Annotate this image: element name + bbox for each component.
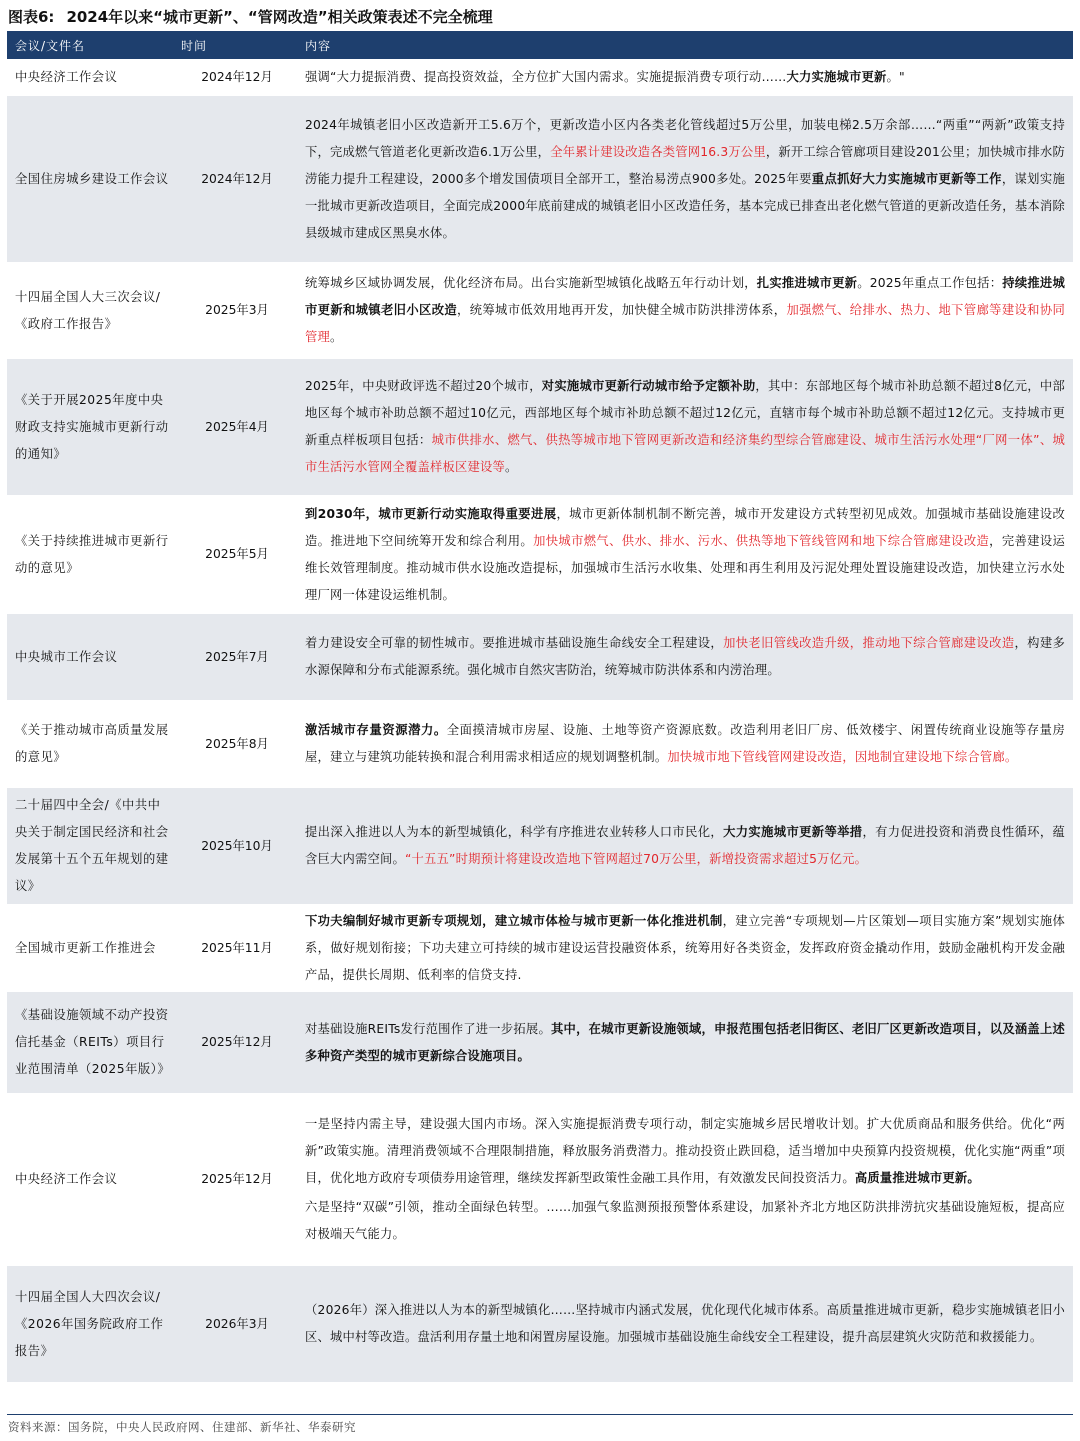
highlight-red-text: 加快城市地下管线管网建设改造，因地制宜建设地下综合管廊。 <box>667 750 1018 764</box>
content-cell <box>297 787 1073 905</box>
date-cell: 2024年12月 <box>177 60 297 95</box>
highlight-red-text: 全年累计建设改造各类管网16.3万公里 <box>550 144 766 159</box>
table-bottom-rule <box>7 1414 1073 1415</box>
bold-text: 下功夫编制好城市更新专项规划，建立城市体检与城市更新一体化推进机制 <box>305 913 723 928</box>
meeting-cell: 十四届全国人大三次会议/《政府工作报告》 <box>7 263 177 358</box>
content-text: 2025年，中央财政评选不超过20个城市， <box>305 379 542 393</box>
content-text: ，城市更新体制机制不断完善，城市开发建设方式转型初见成效。加强城市基础设施建设改造。推进地下空间统筹开发和综合利用。 <box>305 506 1065 548</box>
content-cell <box>297 613 1073 701</box>
date-cell: 2025年3月 <box>177 263 297 358</box>
content-cell <box>297 701 1073 787</box>
table-row <box>7 905 1073 991</box>
content-paragraph <box>305 717 1065 771</box>
figure-title-text: 2024年以来“城市更新”、“管网改造”相关政策表述不完全梳理 <box>66 8 493 26</box>
content-paragraph <box>305 1297 1065 1351</box>
table-row <box>7 358 1073 496</box>
bold-text: 大力实施城市更新 <box>786 70 887 84</box>
header-date: 时间 <box>177 31 297 60</box>
content-cell <box>297 496 1073 613</box>
content-cell <box>297 358 1073 496</box>
date-cell: 2025年4月 <box>177 358 297 496</box>
meeting-cell: 《基础设施领域不动产投资信托基金（REITs）项目行业范围清单（2025年版）》 <box>7 991 177 1094</box>
content-text: 全面摸清城市房屋、设施、土地等资产资源底数。改造利用老旧厂房、低效楼宇、闲置传统商业设施等存量房屋，建立与建筑功能转换和混合利用需求相适应的规划调整机制。 <box>305 723 1066 764</box>
content-text: 2024年城镇老旧小区改造新开工5.6万个，更新改造小区内各类老化管线超过5万公里，加装电梯2.5万余部……“两重”“两新”政策支持下，完成燃气管道老化更新改造6.1万公里， <box>305 117 1065 159</box>
bold-text: 大力实施城市更新等举措 <box>723 825 863 839</box>
meeting-cell: 全国住房城乡建设工作会议 <box>7 95 177 263</box>
date-cell: 2024年12月 <box>177 95 297 263</box>
date-cell: 2025年12月 <box>177 991 297 1094</box>
content-paragraph <box>305 270 1065 351</box>
date-cell: 2025年11月 <box>177 905 297 991</box>
date-cell: 2025年8月 <box>177 701 297 787</box>
content-paragraph <box>305 819 1065 873</box>
highlight-red-text: “十五五”时期预计将建设改造地下管网超过70万公里，新增投资需求超过5万亿元。 <box>404 852 868 866</box>
content-text: 六是坚持“双碳”引领，推动全面绿色转型。……加强气象监测预报预警体系建设，加紧补齐北方地区防洪排涝抗灾基础设施短板，提高应对极端天气能力。 <box>305 1200 1065 1241</box>
meeting-cell: 《关于开展2025年度中央财政支持实施城市更新行动的通知》 <box>7 358 177 496</box>
content-text: 提出深入推进以人为本的新型城镇化，科学有序推进农业转移人口市民化， <box>305 825 724 839</box>
table-header <box>7 31 1073 60</box>
table-row <box>7 1094 1073 1265</box>
content-paragraph <box>305 112 1065 247</box>
highlight-red-text: 城市供排水、燃气、供热等城市地下管网更新改造和经济集约型综合管廊建设、城市生活污水处理“厂网一体”、城市生活污水管网全覆盖样板区建设等 <box>305 433 1065 474</box>
table-row <box>7 95 1073 263</box>
content-text: 。2025年重点工作包括： <box>857 276 1003 290</box>
content-text: 强调“大力提振消费、提高投资效益，全方位扩大国内需求。实施提振消费专项行动…… <box>305 70 787 84</box>
table-row <box>7 701 1073 787</box>
content-cell <box>297 1265 1073 1382</box>
table-row <box>7 787 1073 905</box>
table-row <box>7 991 1073 1094</box>
content-paragraph <box>305 1194 1065 1248</box>
figure-label: 图表6: <box>8 8 55 26</box>
content-paragraph <box>305 501 1065 609</box>
content-text: ，其中：东部地区每个城市补助总额不超过8亿元，中部地区每个城市补助总额不超过10亿元，西部地区每个城市补助总额不超过12亿元，直辖市每个城市补助总额不超过12亿元。支持城市更新重点样板项目包括： <box>305 379 1065 447</box>
content-paragraph <box>305 64 1065 91</box>
content-text: 。 <box>504 460 518 474</box>
table-body <box>7 60 1073 1382</box>
date-cell: 2026年3月 <box>177 1265 297 1382</box>
content-text: 一是坚持内需主导，建设强大国内市场。深入实施提振消费专项行动，制定实施城乡居民增收计划。扩大优质商品和服务供给。优化“两新”政策实施。清理消费领域不合理限制措施，释放服务消费潜力。推动投资止跌回稳，适当增加中央预算内投资规模，优化实施“两重”项目，优化地方政府专项债券用途管理，继续发挥新型政策性金融工具作用，有效激发民间投资活力。 <box>305 1117 1065 1185</box>
content-paragraph <box>305 373 1065 481</box>
meeting-cell: 《关于推动城市高质量发展的意见》 <box>7 701 177 787</box>
bold-text: 到2030年，城市更新行动实施取得重要进展 <box>305 506 557 521</box>
header-content: 内容 <box>297 31 1073 60</box>
meeting-cell: 中央城市工作会议 <box>7 613 177 701</box>
bold-text: 重点抓好大力实施城市更新等工作 <box>811 171 1002 186</box>
table-row <box>7 1265 1073 1382</box>
content-paragraph <box>305 630 1065 684</box>
content-cell <box>297 991 1073 1094</box>
table-row <box>7 263 1073 358</box>
meeting-cell: 中央经济工作会议 <box>7 1094 177 1265</box>
meeting-cell: 全国城市更新工作推进会 <box>7 905 177 991</box>
date-cell: 2025年10月 <box>177 787 297 905</box>
highlight-red-text: 加快城市燃气、供水、排水、污水、供热等地下管线管网和地下综合管廊建设改造 <box>533 533 990 548</box>
content-cell <box>297 60 1073 95</box>
table-row <box>7 613 1073 701</box>
content-text: 统筹城乡区域协调发展，优化经济布局。出台实施新型城镇化战略五年行动计划， <box>305 276 757 290</box>
content-text: 对基础设施REITs发行范围作了进一步拓展。 <box>305 1021 551 1036</box>
header-meeting: 会议/文件名 <box>7 31 177 60</box>
meeting-cell: 十四届全国人大四次会议/《2026年国务院政府工作报告》 <box>7 1265 177 1382</box>
content-text: 着力建设安全可靠的韧性城市。要推进城市基础设施生命线安全工程建设， <box>305 636 724 650</box>
source-note: 资料来源：国务院，中央人民政府网、住建部、新华社、华泰研究 <box>8 1420 356 1434</box>
bold-text: 其中，在城市更新设施领域，申报范围包括老旧街区、老旧厂区更新改造项目，以及涵盖上述多种资产类型的城市更新综合设施项目。 <box>305 1021 1065 1063</box>
meeting-cell: 《关于持续推进城市更新行动的意见》 <box>7 496 177 613</box>
date-cell: 2025年12月 <box>177 1094 297 1265</box>
date-cell: 2025年5月 <box>177 496 297 613</box>
highlight-red-text: 加快老旧管线改造升级，推动地下综合管廊建设改造 <box>723 636 1015 650</box>
bold-text: 高质量推进城市更新。 <box>854 1171 980 1185</box>
content-cell <box>297 905 1073 991</box>
content-text: ，建立完善“专项规划—片区策划—项目实施方案”规划实施体系，做好规划衔接；下功夫建立可持续的城市建设运营投融资体系，统筹用好各类资金，发挥政府资金撬动作用，鼓励金融机构开发金融产品，提供长周期、低利率的信贷支持. <box>305 913 1065 982</box>
bold-text: 扎实推进城市更新 <box>756 276 858 290</box>
table-row <box>7 60 1073 95</box>
figure-title <box>8 4 1072 30</box>
content-cell <box>297 1094 1073 1265</box>
content-cell <box>297 95 1073 263</box>
content-text: ，有力促进投资和消费良性循环，蕴含巨大内需空间。 <box>305 825 1066 866</box>
highlight-red-text: 加强燃气、给排水、热力、地下管廊等建设和协同管理 <box>305 303 1066 344</box>
content-text: 。 <box>330 330 343 344</box>
content-text: ，新开工综合管廊项目建设201公里；加快城市排水防涝能力提升工程建设，2000多个增发国债项目全部开工，整治易涝点900多处。2025年要 <box>305 144 1065 186</box>
content-text: ，谋划实施一批城市更新改造项目，全面完成2000年底前建成的城镇老旧小区改造任务，基本完成已排查出老化燃气管道的更新改造任务，基本消除县级城市建成区黑臭水体。 <box>305 171 1065 240</box>
content-paragraph <box>305 1016 1065 1070</box>
content-text: ，完善建设运维长效管理制度。推动城市供水设施改造提标，加强城市生活污水收集、处理和再生利用及污泥处理处置设施建设改造，加快建立污水处理厂网一体建设运维机制。 <box>305 533 1066 602</box>
meeting-cell: 中央经济工作会议 <box>7 60 177 95</box>
content-text: （2026年）深入推进以人为本的新型城镇化……坚持城市内涵式发展，优化现代化城市体系。高质量推进城市更新，稳步实施城镇老旧小区、城中村等改造。盘活利用存量土地和闲置房屋设施。加强城市基础设施生命线安全工程建设，提升高层建筑火灾防范和救援能力。 <box>305 1303 1065 1344</box>
bold-text: 持续推进城市更新和城镇老旧小区改造 <box>305 276 1065 317</box>
policy-table <box>7 31 1073 1382</box>
bold-text: 激活城市存量资源潜力。 <box>305 723 447 737</box>
table-row <box>7 496 1073 613</box>
date-cell: 2025年7月 <box>177 613 297 701</box>
content-text: ，统筹城市低效用地再开发，加快健全城市防洪排涝体系， <box>457 303 787 317</box>
bold-text: 对实施城市更新行动城市给予定额补助 <box>541 379 756 393</box>
meeting-cell: 二十届四中全会/《中共中央关于制定国民经济和社会发展第十五个五年规划的建议》 <box>7 787 177 905</box>
content-text: 。" <box>886 70 905 84</box>
content-text: ，构建多水源保障和分布式能源系统。强化城市自然灾害防治，统筹城市防洪体系和内涝治理。 <box>305 636 1065 677</box>
content-paragraph <box>305 1111 1065 1192</box>
content-cell <box>297 263 1073 358</box>
content-paragraph <box>305 908 1065 989</box>
